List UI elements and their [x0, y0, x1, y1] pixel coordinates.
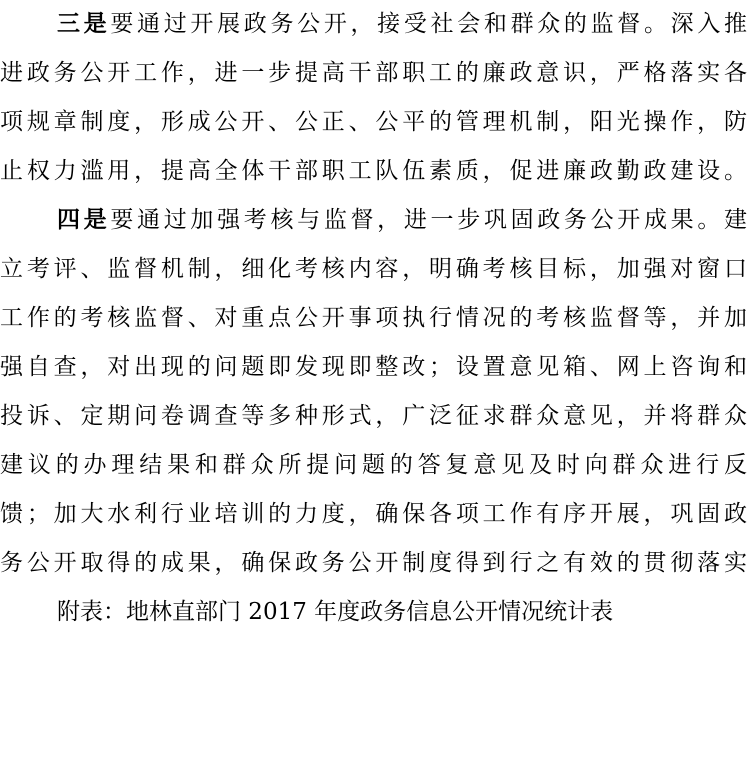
attachment-note: 附表：地林直部门 2017 年度政务信息公开情况统计表	[57, 599, 614, 625]
paragraph-3-lead: 三是	[57, 10, 111, 37]
paragraph-4-line-3: 工作的考核监督、对重点公开事项执行情况的考核监督等，并加	[0, 305, 747, 331]
paragraph-4-lead: 四是	[57, 206, 111, 233]
paragraph-4-line-1	[57, 200, 747, 240]
paragraph-3-line-2: 进政务公开工作，进一步提高干部职工的廉政意识，严格落实各	[0, 60, 747, 86]
paragraph-4-line-5: 投诉、定期问卷调查等多种形式，广泛征求群众意见，并将群众	[0, 403, 747, 429]
paragraph-4-line-8: 务公开取得的成果，确保政务公开制度得到行之有效的贯彻落实	[0, 550, 747, 576]
paragraph-4-line-4: 强自查，对出现的问题即发现即整改；设置意见箱、网上咨询和	[0, 354, 747, 380]
paragraph-3-line-4: 止权力滥用，提高全体干部职工队伍素质，促进廉政勤政建设。	[0, 158, 747, 184]
paragraph-3-line-3: 项规章制度，形成公开、公正、公平的管理机制，阳光操作，防	[0, 109, 747, 135]
paragraph-4-text: 要通过加强考核与监督，进一步巩固政务公开成果。建	[110, 207, 747, 233]
paragraph-4-line-6: 建议的办理结果和群众所提问题的答复意见及时向群众进行反	[0, 452, 747, 478]
paragraph-4-line-2: 立考评、监督机制，细化考核内容，明确考核目标，加强对窗口	[0, 256, 747, 282]
paragraph-4-line-7: 馈；加大水利行业培训的力度，确保各项工作有序开展，巩固政	[0, 501, 747, 527]
paragraph-3-text: 要通过开展政务公开，接受社会和群众的监督。深入推	[110, 11, 747, 37]
paragraph-3-line-1	[57, 4, 747, 44]
